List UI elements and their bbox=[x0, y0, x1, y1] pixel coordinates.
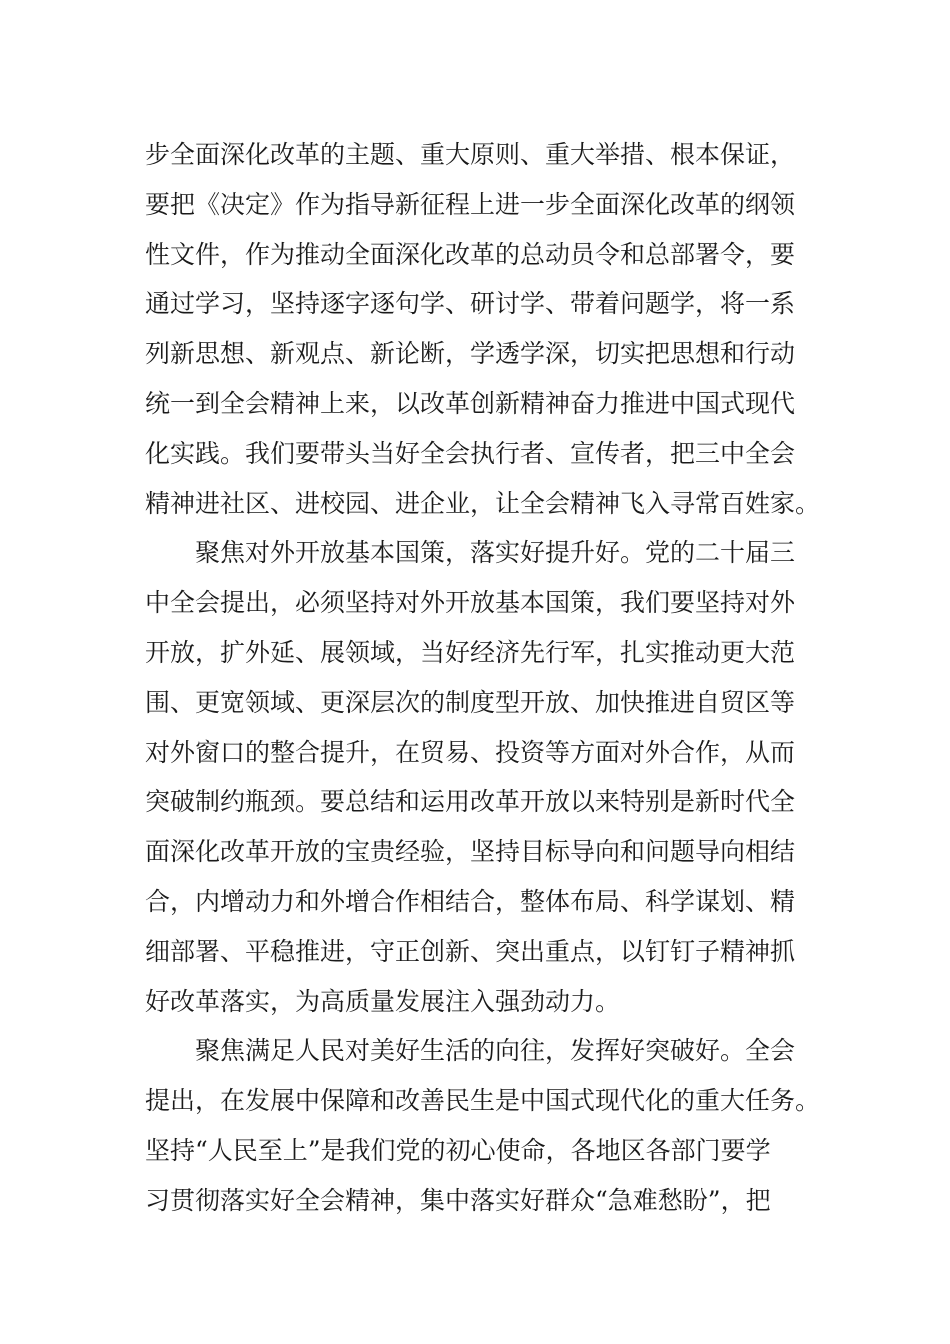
body-text bbox=[145, 130, 821, 1226]
text-line: 习贯彻落实好全会精神，集中落实好群众“急难愁盼”，把 bbox=[145, 1185, 771, 1215]
text-line: 围、更宽领域、更深层次的制度型开放、加快推进自贸区等 bbox=[145, 687, 796, 717]
text-line: 好改革落实，为高质量发展注入强劲动力。 bbox=[145, 986, 621, 1016]
text-line: 突破制约瓶颈。要总结和运用改革开放以来特别是新时代全 bbox=[145, 787, 796, 817]
text-line: 开放，扩外延、展领域，当好经济先行军，扎实推动更大范 bbox=[145, 637, 796, 667]
text-line: 化实践。我们要带头当好全会执行者、宣传者，把三中全会 bbox=[145, 438, 796, 468]
text-line: 细部署、平稳推进，守正创新、突出重点，以钉钉子精神抓 bbox=[145, 936, 796, 966]
text-line: 统一到全会精神上来，以改革创新精神奋力推进中国式现代 bbox=[145, 388, 796, 418]
text-line: 面深化改革开放的宝贵经验，坚持目标导向和问题导向相结 bbox=[145, 837, 796, 867]
text-line: 提出，在发展中保障和改善民生是中国式现代化的重大任务。 bbox=[145, 1086, 821, 1116]
text-line: 要把《决定》作为指导新征程上进一步全面深化改革的纲领 bbox=[145, 189, 796, 219]
text-line: 列新思想、新观点、新论断，学透学深，切实把思想和行动 bbox=[145, 339, 796, 369]
text-line: 合，内增动力和外增合作相结合，整体布局、科学谋划、精 bbox=[145, 886, 796, 916]
text-line: 通过学习，坚持逐字逐句学、研讨学、带着问题学，将一系 bbox=[145, 289, 796, 319]
text-line: 中全会提出，必须坚持对外开放基本国策，我们要坚持对外 bbox=[145, 588, 796, 618]
text-line: 步全面深化改革的主题、重大原则、重大举措、根本保证， bbox=[145, 140, 796, 169]
text-line: 精神进社区、进校园、进企业，让全会精神飞入寻常百姓家。 bbox=[145, 488, 821, 518]
text-line: 性文件，作为推动全面深化改革的总动员令和总部署令，要 bbox=[145, 239, 796, 269]
paragraph-start-line: 聚焦满足人民对美好生活的向往，发挥好突破好。全会 bbox=[195, 1036, 796, 1066]
text-line: 坚持“人民至上”是我们党的初心使命，各地区各部门要学 bbox=[145, 1135, 771, 1165]
paragraph-start-line: 聚焦对外开放基本国策，落实好提升好。党的二十届三 bbox=[195, 538, 796, 568]
text-line: 对外窗口的整合提升，在贸易、投资等方面对外合作，从而 bbox=[145, 737, 796, 767]
